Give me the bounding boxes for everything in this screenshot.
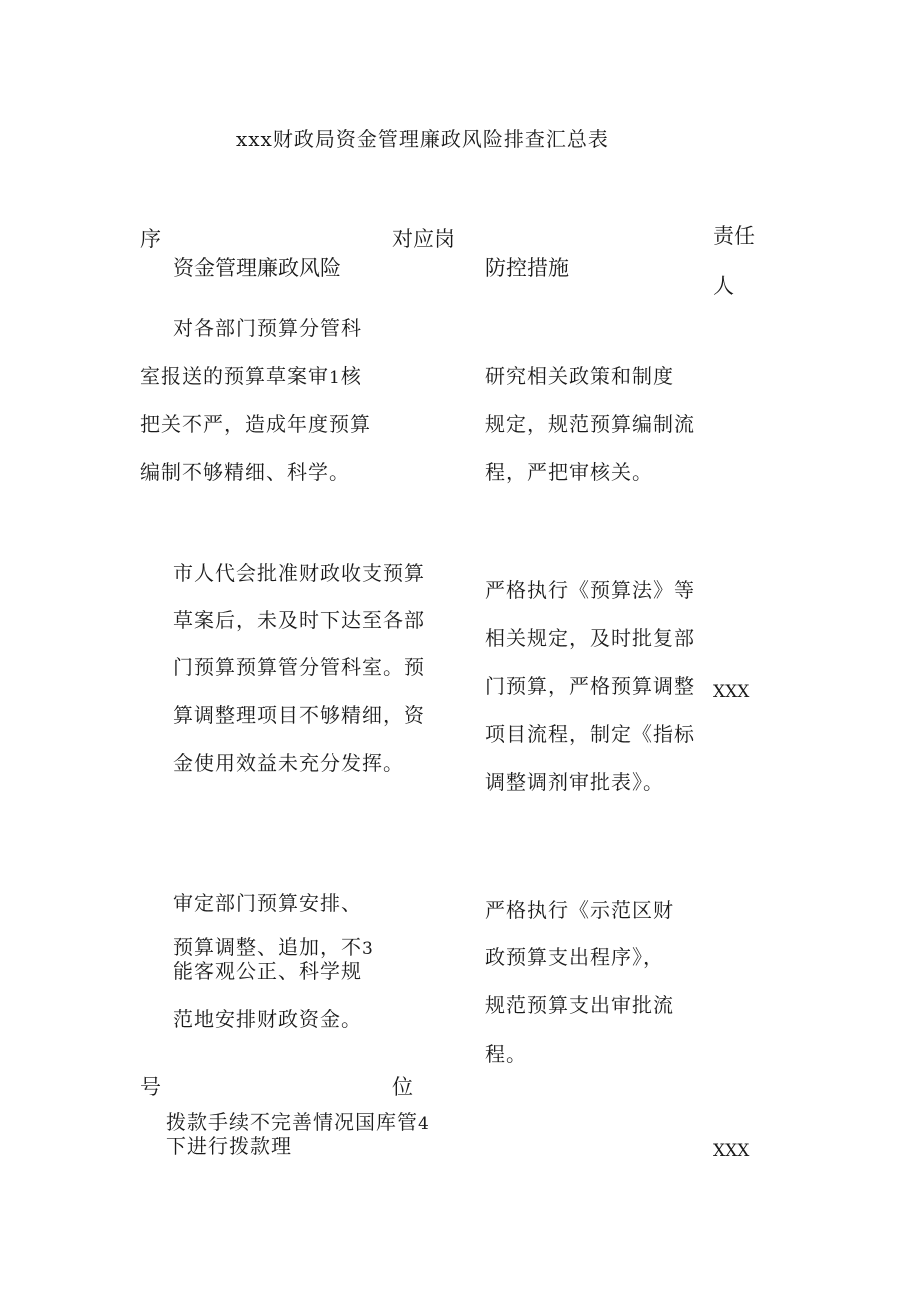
row1-risk-line1: 对各部门预算分管科 <box>173 316 362 340</box>
row1-measure-line1: 研究相关政策和制度 <box>485 364 674 388</box>
row1-risk-line4: 编制不够精细、科学。 <box>140 460 350 484</box>
row2-measure-line4: 项目流程，制定《指标 <box>485 722 695 746</box>
row3-risk-line2-text: 预算调整、追加，不 <box>173 935 362 959</box>
row2-risk-line1: 市人代会批准财政收支预算 <box>173 561 425 585</box>
row3-seq: 3 <box>362 939 374 959</box>
row1-risk-line3: 把关不严，造成年度预算 <box>140 412 371 436</box>
header-measure: 防控措施 <box>485 256 569 280</box>
header-post-bottom: 位 <box>392 1075 413 1099</box>
row1-seq: 1 <box>329 368 341 388</box>
row2-risk-line3: 门预算预算管分管科室。预 <box>173 655 425 679</box>
header-person-bottom: 人 <box>713 274 734 298</box>
row4-person: XXX <box>713 1141 750 1161</box>
row3-measure-line1: 严格执行《示范区财 <box>485 898 674 922</box>
row3-measure-line2: 政预算支出程序》， <box>485 945 664 969</box>
header-person-top: 责任 <box>713 224 755 248</box>
row3-measure-line3: 规范预算支出审批流 <box>485 993 674 1017</box>
row2-risk-line4: 算调整理项目不够精细，资 <box>173 703 425 727</box>
header-seq-top: 序 <box>140 227 161 251</box>
row3-risk-line3: 能客观公正、科学规 <box>173 959 362 983</box>
row1-measure-line2: 规定，规范预算编制流 <box>485 412 695 436</box>
row1-risk-line2 <box>140 366 362 387</box>
row2-measure-line3: 门预算，严格预算调整 <box>485 674 695 698</box>
row2-measure-line2: 相关规定，及时批复部 <box>485 626 695 650</box>
row4-seq: 4 <box>418 1114 430 1134</box>
row3-risk-line2 <box>173 937 374 958</box>
row4-risk-line2: 下进行拨款理 <box>166 1134 292 1158</box>
row2-risk-line5: 金使用效益未充分发挥。 <box>173 751 404 775</box>
row3-measure-line4: 程。 <box>485 1042 527 1066</box>
row1-measure-line3: 程，严把审核关。 <box>485 460 653 484</box>
header-risk: 资金管理廉政风险 <box>173 256 341 280</box>
row2-measure-line5: 调整调剂审批表》。 <box>485 770 664 794</box>
row1-risk-line2-text: 室报送的预算草案审 <box>140 364 329 388</box>
page-title: xxx财政局资金管理廉政风险排查汇总表 <box>236 127 609 151</box>
row4-risk-line1-text: 拨款手续不完善情况国库管 <box>166 1110 418 1134</box>
row3-risk-line4: 范地安排财政资金。 <box>173 1007 362 1031</box>
row1-risk-tail: 核 <box>340 364 362 388</box>
row2-risk-line2: 草案后，未及时下达至各部 <box>173 608 425 632</box>
row2-person: XXX <box>713 682 750 702</box>
header-post-top: 对应岗 <box>392 227 455 251</box>
row2-measure-line1: 严格执行《预算法》等 <box>485 578 695 602</box>
header-seq-bottom: 号 <box>140 1075 161 1099</box>
row4-risk-line1 <box>166 1112 430 1133</box>
row3-risk-line1: 审定部门预算安排、 <box>173 891 362 915</box>
